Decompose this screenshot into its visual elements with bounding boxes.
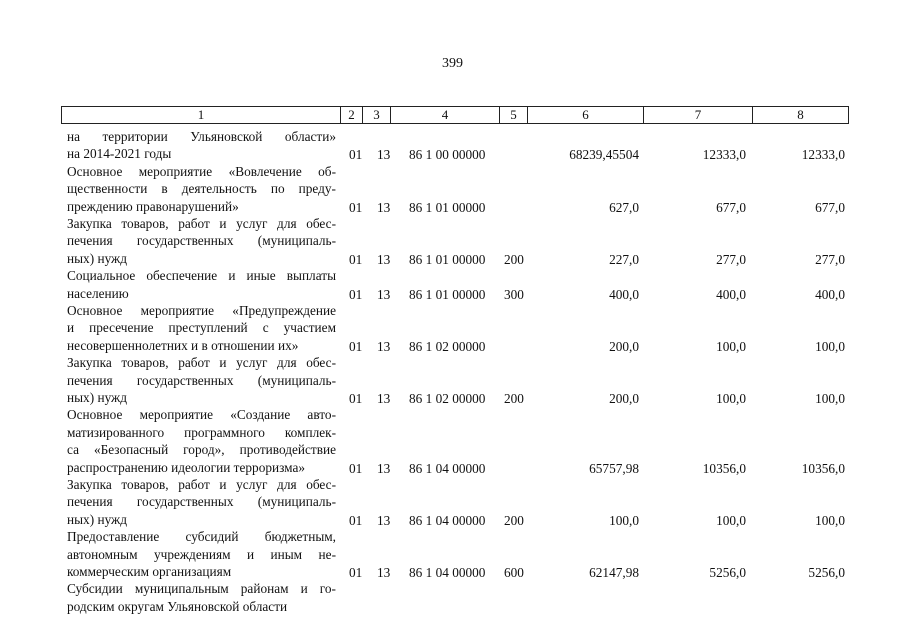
cell-col-7: 10356,0: [702, 460, 746, 476]
cell-col-4: 86 1 01 00000: [409, 251, 486, 267]
cell-col-7: 12333,0: [702, 147, 746, 163]
cell-col-2: 01: [349, 286, 363, 302]
description-line: Закупка товаров, работ и услуг для обес-: [67, 477, 336, 492]
cell-col-7: 277,0: [716, 251, 746, 267]
cell-col-3: 13: [377, 564, 391, 580]
cell-col-6: 200,0: [609, 390, 639, 406]
cell-col-6: 200,0: [609, 338, 639, 354]
header-col-3: 3: [363, 107, 391, 123]
header-col-1: 1: [62, 107, 341, 123]
cell-col-4: 86 1 04 00000: [409, 564, 486, 580]
cell-col-7: 677,0: [716, 199, 746, 215]
cell-col-6: 100,0: [609, 512, 639, 528]
description-line: на 2014-2021 годы: [67, 146, 172, 162]
description-line: Основное мероприятие «Создание авто-: [67, 407, 336, 423]
cell-col-2: 01: [349, 338, 363, 354]
description-line: са «Безопасный город», противодействие: [67, 442, 336, 458]
row-description: [67, 476, 336, 528]
cell-col-3: 13: [377, 390, 391, 406]
description-line: на территории Ульяновской области»: [67, 129, 336, 144]
description-line: автономным учреждениям и иным не-: [67, 546, 336, 562]
description-line: населению: [67, 285, 129, 301]
cell-col-3: 13: [377, 199, 391, 215]
row-description: [67, 302, 336, 354]
cell-col-4: 86 1 01 00000: [409, 199, 486, 215]
row-description: [67, 528, 336, 580]
cell-col-5: 200: [504, 512, 524, 528]
cell-col-4: 86 1 04 00000: [409, 512, 486, 528]
cell-col-8: 100,0: [815, 512, 845, 528]
cell-col-4: 86 1 02 00000: [409, 338, 486, 354]
cell-col-2: 01: [349, 147, 363, 163]
cell-col-3: 13: [377, 512, 391, 528]
description-line: Социальное обеспечение и иные выплаты: [67, 268, 336, 284]
table-header: [61, 106, 849, 124]
description-line: Закупка товаров, работ и услуг для обес-: [67, 216, 336, 231]
row-description: [67, 128, 336, 163]
row-description: [67, 406, 336, 476]
cell-col-6: 627,0: [609, 199, 639, 215]
description-line: печения государственных (муниципаль-: [67, 372, 336, 388]
row-description: [67, 163, 336, 215]
description-line: распространению идеологии терроризма»: [67, 459, 306, 475]
page-number: 399: [442, 56, 463, 71]
row-description: [67, 215, 336, 267]
cell-col-8: 10356,0: [801, 460, 845, 476]
cell-col-2: 01: [349, 512, 363, 528]
description-line: Основное мероприятие «Предупреждение: [67, 303, 336, 318]
cell-col-8: 100,0: [815, 338, 845, 354]
row-description: [67, 354, 336, 406]
cell-col-5: 200: [504, 390, 524, 406]
description-line: Основное мероприятие «Вовлечение об-: [67, 163, 336, 179]
description-line: матизированного программного комплек-: [67, 424, 336, 440]
description-line: печения государственных (муниципаль-: [67, 233, 336, 249]
header-col-5: 5: [500, 107, 528, 123]
cell-col-5: 600: [504, 564, 524, 580]
cell-col-7: 100,0: [716, 390, 746, 406]
cell-col-6: 68239,45504: [569, 147, 639, 163]
cell-col-8: 100,0: [815, 390, 845, 406]
description-line: родским округам Ульяновской области: [67, 598, 288, 614]
cell-col-8: 400,0: [815, 286, 845, 302]
cell-col-4: 86 1 01 00000: [409, 286, 486, 302]
header-col-4: 4: [391, 107, 500, 123]
cell-col-7: 100,0: [716, 512, 746, 528]
header-col-6: 6: [528, 107, 644, 123]
cell-col-4: 86 1 00 00000: [409, 147, 486, 163]
cell-col-3: 13: [377, 147, 391, 163]
cell-col-3: 13: [377, 460, 391, 476]
cell-col-3: 13: [377, 251, 391, 267]
cell-col-7: 400,0: [716, 286, 746, 302]
cell-col-3: 13: [377, 286, 391, 302]
description-line: печения государственных (муниципаль-: [67, 494, 336, 510]
description-line: Закупка товаров, работ и услуг для обес-: [67, 355, 336, 371]
cell-col-2: 01: [349, 564, 363, 580]
description-line: ных) нужд: [67, 511, 127, 527]
cell-col-2: 01: [349, 390, 363, 406]
cell-col-4: 86 1 02 00000: [409, 390, 486, 406]
cell-col-6: 62147,98: [589, 564, 639, 580]
header-col-8: 8: [797, 107, 804, 122]
description-line: ных) нужд: [67, 250, 127, 266]
cell-col-5: 200: [504, 251, 524, 267]
cell-col-6: 65757,98: [589, 460, 639, 476]
cell-col-7: 5256,0: [709, 564, 746, 580]
cell-col-6: 400,0: [609, 286, 639, 302]
cell-col-7: 100,0: [716, 338, 746, 354]
cell-col-2: 01: [349, 251, 363, 267]
description-line: преждению правонарушений»: [67, 198, 239, 214]
cell-col-3: 13: [377, 338, 391, 354]
cell-col-8: 277,0: [815, 251, 845, 267]
description-line: несовершеннолетних и в отношении их»: [67, 337, 299, 353]
description-line: коммерческим организациям: [67, 564, 232, 579]
cell-col-8: 12333,0: [801, 147, 845, 163]
description-line: и пресечение преступлений с участием: [67, 320, 336, 336]
cell-col-2: 01: [349, 199, 363, 215]
row-description: [67, 267, 336, 302]
header-col-2: 2: [341, 107, 363, 123]
description-line: Предоставление субсидий бюджетным,: [67, 529, 336, 545]
description-line: щественности в деятельность по преду-: [67, 181, 336, 197]
header-col-7: 7: [644, 107, 753, 123]
cell-col-4: 86 1 04 00000: [409, 460, 486, 476]
cell-col-8: 677,0: [815, 199, 845, 215]
cell-col-5: 300: [504, 286, 524, 302]
cell-col-6: 227,0: [609, 251, 639, 267]
description-line: Субсидии муниципальным районам и го-: [67, 581, 336, 597]
row-description: [67, 580, 336, 615]
cell-col-8: 5256,0: [808, 564, 845, 580]
cell-col-2: 01: [349, 460, 363, 476]
description-line: ных) нужд: [67, 390, 127, 405]
